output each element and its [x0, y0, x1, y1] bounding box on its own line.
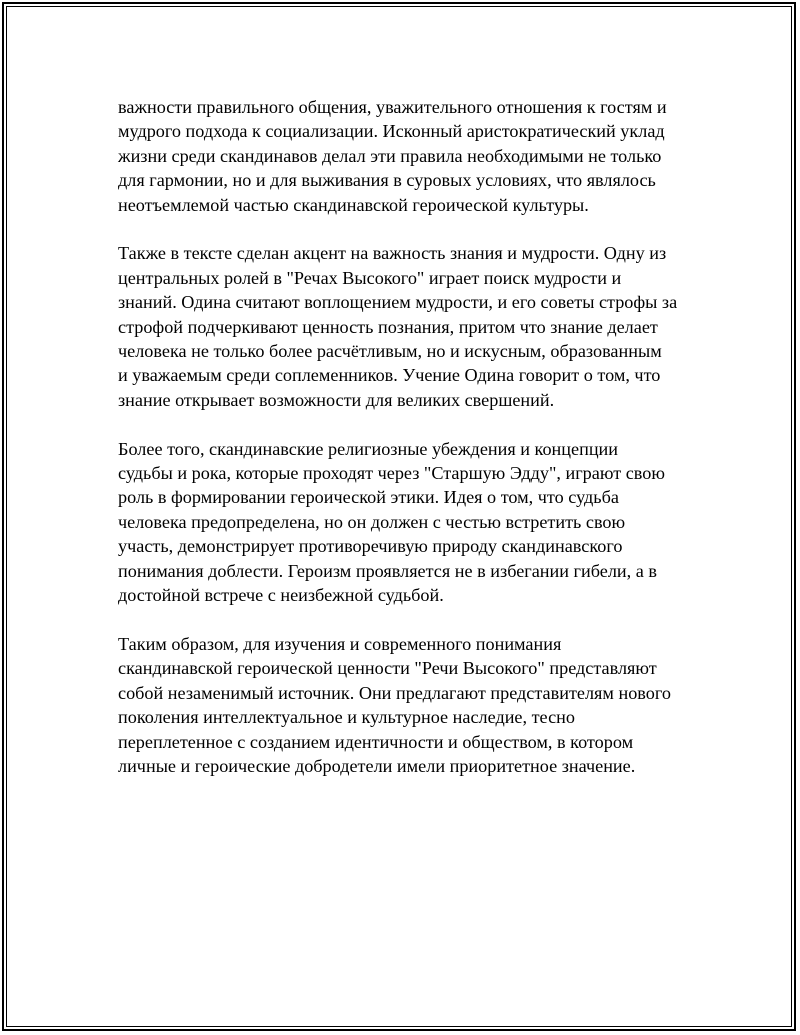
text-line: строфой подчеркивают ценность познания, притом что знание делает	[118, 316, 658, 337]
text-line: Также в тексте сделан акцент на важность знания и мудрости. Одну из	[118, 243, 667, 264]
text-line: судьбы и рока, которые проходят через "Старшую Эдду", играют свою	[118, 463, 665, 484]
text-line: понимания доблести. Героизм проявляется не в избегании гибели, а в	[118, 560, 657, 581]
text-line: неотъемлемой частью скандинавской героической культуры.	[118, 194, 589, 215]
text-line: человека предопределена, но он должен с честью встретить свою	[118, 511, 626, 532]
text-line: центральных ролей в "Речах Высокого" играет поиск мудрости и	[118, 267, 622, 288]
text-line: знаний. Одина считают воплощением мудрости, и его советы строфы за	[118, 292, 678, 313]
text-line: скандинавской героической ценности "Речи Высокого" представляют	[118, 658, 657, 679]
text-line: и уважаемым среди соплеменников. Учение Одина говорит о том, что	[118, 365, 661, 386]
text-line: для гармонии, но и для выживания в суровых условиях, что являлось	[118, 170, 656, 191]
text-line: важности правильного общения, уважительного отношения к гостям и	[118, 97, 667, 117]
text-line: роль в формировании героической этики. Идея о том, что судьба	[118, 487, 619, 508]
paragraph-3	[118, 437, 698, 608]
text-line: участь, демонстрирует противоречивую природу скандинавского	[118, 536, 623, 557]
paragraph-4	[118, 632, 698, 778]
text-line: человека не только более расчётливым, но и искусным, образованным	[118, 341, 662, 362]
text-line: достойной встрече с неизбежной судьбой.	[118, 585, 444, 606]
text-line: собой незаменимый источник. Они предлагают представителям нового	[118, 682, 671, 703]
text-line: личные и героические добродетели имели приоритетное значение.	[118, 755, 636, 776]
paragraph-2	[118, 241, 698, 412]
paragraph-1	[118, 95, 698, 217]
text-line: жизни среди скандинавов делал эти правила необходимыми не только	[118, 145, 662, 166]
document-body	[118, 95, 698, 803]
text-line: поколения интеллектуальное и культурное наследие, тесно	[118, 707, 575, 728]
text-line: знание открывает возможности для великих свершений.	[118, 389, 555, 410]
text-line: Более того, скандинавские религиозные убеждения и концепции	[118, 438, 619, 459]
text-line: мудрого подхода к социализации. Исконный аристократический уклад	[118, 121, 665, 142]
text-line: переплетенное с созданием идентичности и обществом, в котором	[118, 731, 634, 752]
text-line: Таким образом, для изучения и современного понимания	[118, 633, 562, 654]
